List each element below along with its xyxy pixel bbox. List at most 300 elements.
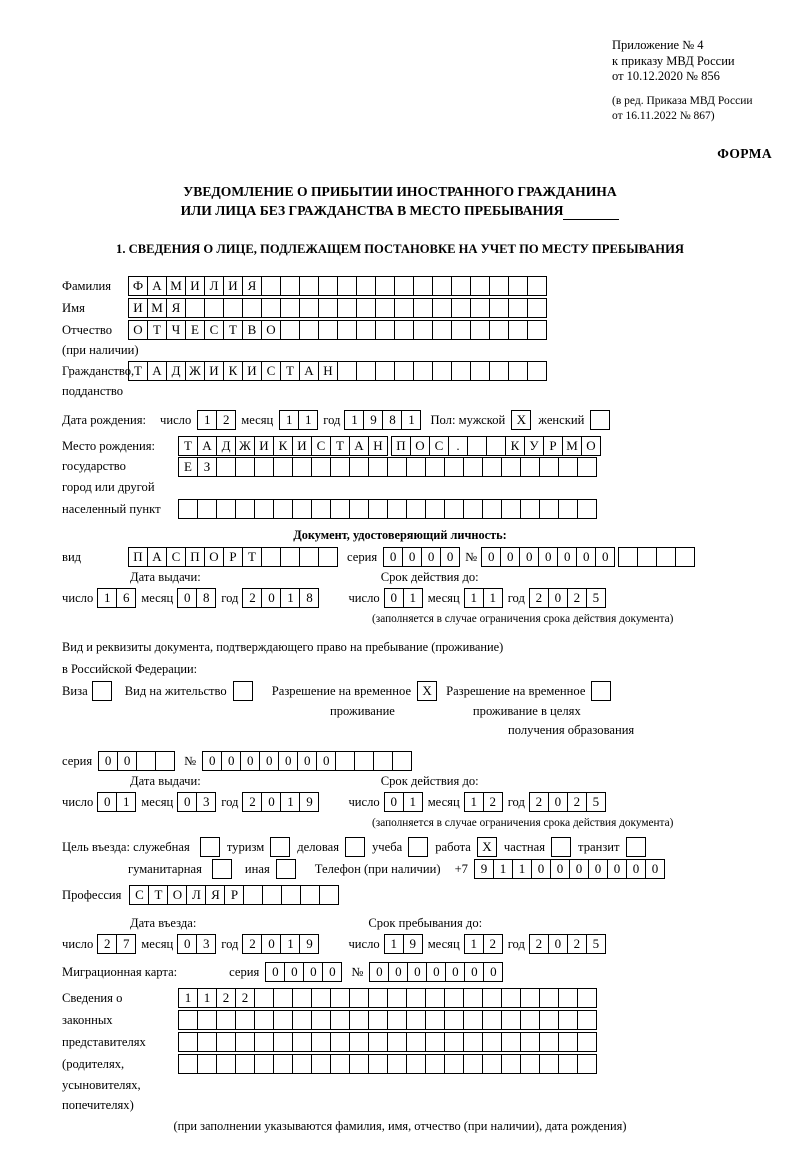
cell[interactable] xyxy=(261,276,281,296)
cell[interactable] xyxy=(178,1010,198,1030)
cell[interactable] xyxy=(656,547,676,567)
cell[interactable] xyxy=(408,837,428,857)
cell[interactable] xyxy=(406,1010,426,1030)
cell[interactable] xyxy=(501,499,521,519)
field-entry-year[interactable] xyxy=(242,934,318,954)
cell[interactable] xyxy=(463,1010,483,1030)
cell[interactable] xyxy=(618,547,638,567)
field-legal-row-3[interactable] xyxy=(178,1032,596,1052)
cell[interactable]: В xyxy=(242,320,262,340)
field-stay-issue-day[interactable] xyxy=(97,792,135,812)
cell[interactable]: М xyxy=(562,436,582,456)
field-legal-row-2[interactable] xyxy=(178,1010,596,1030)
cell[interactable]: 9 xyxy=(299,792,319,812)
checkbox-transit[interactable] xyxy=(626,837,645,857)
cell[interactable]: 2 xyxy=(529,934,549,954)
cell[interactable] xyxy=(539,1032,559,1052)
cell[interactable]: 1 xyxy=(280,792,300,812)
cell[interactable]: О xyxy=(167,885,187,905)
cell[interactable]: 0 xyxy=(607,859,627,879)
field-stay-valid-month[interactable] xyxy=(464,792,502,812)
cell[interactable]: Е xyxy=(178,457,198,477)
cell[interactable]: 1 xyxy=(493,859,513,879)
cell[interactable] xyxy=(413,276,433,296)
cell[interactable] xyxy=(394,320,414,340)
cell[interactable]: 2 xyxy=(216,988,236,1008)
cell[interactable] xyxy=(520,1010,540,1030)
cell[interactable] xyxy=(508,298,528,318)
cell[interactable]: 0 xyxy=(595,547,615,567)
cell[interactable] xyxy=(280,276,300,296)
cell[interactable]: 2 xyxy=(216,410,236,430)
cell[interactable] xyxy=(451,320,471,340)
cell[interactable]: И xyxy=(204,361,224,381)
cell[interactable]: К xyxy=(223,361,243,381)
cell[interactable] xyxy=(470,276,490,296)
cell[interactable] xyxy=(432,361,452,381)
cell[interactable]: Ч xyxy=(166,320,186,340)
cell[interactable] xyxy=(273,988,293,1008)
cell[interactable] xyxy=(444,1010,464,1030)
cell[interactable]: 0 xyxy=(645,859,665,879)
cell[interactable]: 0 xyxy=(569,859,589,879)
cell[interactable]: 0 xyxy=(445,962,465,982)
cell[interactable] xyxy=(451,276,471,296)
cell[interactable]: А xyxy=(147,276,167,296)
cell[interactable] xyxy=(577,1010,597,1030)
field-phone[interactable] xyxy=(474,859,664,879)
cell[interactable] xyxy=(375,276,395,296)
cell[interactable]: Е xyxy=(185,320,205,340)
field-doc-series[interactable] xyxy=(383,547,459,567)
field-birth-year[interactable] xyxy=(344,410,420,430)
field-stay-number[interactable] xyxy=(202,751,411,771)
cell[interactable]: Т xyxy=(330,436,350,456)
cell[interactable]: Ж xyxy=(235,436,255,456)
cell[interactable] xyxy=(406,1032,426,1052)
cell[interactable]: 0 xyxy=(221,751,241,771)
field-stay-year[interactable] xyxy=(529,934,605,954)
cell[interactable]: 0 xyxy=(557,547,577,567)
cell[interactable]: О xyxy=(261,320,281,340)
cell[interactable]: 0 xyxy=(383,547,403,567)
cell[interactable]: 1 xyxy=(298,410,318,430)
cell[interactable] xyxy=(413,320,433,340)
cell[interactable]: М xyxy=(166,276,186,296)
cell[interactable]: 2 xyxy=(567,588,587,608)
cell[interactable]: 0 xyxy=(261,792,281,812)
cell[interactable]: 0 xyxy=(369,962,389,982)
cell[interactable]: 0 xyxy=(388,962,408,982)
cell[interactable] xyxy=(501,1010,521,1030)
cell[interactable] xyxy=(520,457,540,477)
cell[interactable]: 1 xyxy=(280,588,300,608)
checkbox-visa[interactable] xyxy=(92,681,111,701)
checkbox-private[interactable] xyxy=(551,837,570,857)
cell[interactable] xyxy=(349,1054,369,1074)
cell[interactable]: О xyxy=(581,436,601,456)
cell[interactable] xyxy=(356,361,376,381)
cell[interactable] xyxy=(261,298,281,318)
cell[interactable]: М xyxy=(147,298,167,318)
cell[interactable] xyxy=(299,547,319,567)
cell[interactable] xyxy=(349,1032,369,1052)
cell[interactable] xyxy=(577,499,597,519)
cell[interactable] xyxy=(270,837,290,857)
cell[interactable]: 8 xyxy=(382,410,402,430)
cell[interactable] xyxy=(508,361,528,381)
cell[interactable] xyxy=(273,1032,293,1052)
cell[interactable] xyxy=(432,298,452,318)
cell[interactable] xyxy=(387,457,407,477)
cell[interactable]: 8 xyxy=(299,588,319,608)
cell[interactable]: 1 xyxy=(403,588,423,608)
field-stay-series[interactable] xyxy=(98,751,174,771)
cell[interactable]: С xyxy=(261,361,281,381)
field-doc-valid-year[interactable] xyxy=(529,588,605,608)
cell[interactable] xyxy=(318,298,338,318)
cell[interactable] xyxy=(235,1054,255,1074)
cell[interactable] xyxy=(212,859,232,879)
cell[interactable] xyxy=(444,499,464,519)
cell[interactable] xyxy=(243,885,263,905)
field-entry-month[interactable] xyxy=(177,934,215,954)
cell[interactable] xyxy=(178,1032,198,1052)
cell[interactable]: 1 xyxy=(464,792,484,812)
cell[interactable]: 0 xyxy=(177,588,197,608)
cell[interactable]: 1 xyxy=(384,934,404,954)
cell[interactable] xyxy=(216,1054,236,1074)
cell[interactable] xyxy=(280,320,300,340)
cell[interactable]: И xyxy=(128,298,148,318)
cell[interactable] xyxy=(311,1010,331,1030)
cell[interactable] xyxy=(368,1054,388,1074)
cell[interactable]: . xyxy=(448,436,468,456)
cell[interactable] xyxy=(280,298,300,318)
cell[interactable] xyxy=(394,361,414,381)
cell[interactable] xyxy=(356,298,376,318)
cell[interactable] xyxy=(463,499,483,519)
cell[interactable] xyxy=(233,681,253,701)
checkbox-business[interactable] xyxy=(345,837,364,857)
cell[interactable]: 0 xyxy=(421,547,441,567)
field-birth-state[interactable] xyxy=(178,436,387,456)
cell[interactable] xyxy=(451,361,471,381)
cell[interactable] xyxy=(539,988,559,1008)
cell[interactable] xyxy=(387,499,407,519)
cell[interactable]: 3 xyxy=(196,934,216,954)
cell[interactable] xyxy=(482,1054,502,1074)
cell[interactable]: 0 xyxy=(464,962,484,982)
cell[interactable]: 2 xyxy=(567,792,587,812)
cell[interactable]: 0 xyxy=(426,962,446,982)
cell[interactable] xyxy=(300,885,320,905)
cell[interactable]: Я xyxy=(166,298,186,318)
cell[interactable] xyxy=(242,298,262,318)
cell[interactable] xyxy=(558,457,578,477)
cell[interactable] xyxy=(197,1010,217,1030)
cell[interactable] xyxy=(318,547,338,567)
cell[interactable] xyxy=(276,859,296,879)
cell[interactable]: Р xyxy=(543,436,563,456)
cell[interactable]: 9 xyxy=(474,859,494,879)
cell[interactable] xyxy=(463,1054,483,1074)
cell[interactable] xyxy=(375,361,395,381)
field-legal-row-1[interactable] xyxy=(178,988,596,1008)
cell[interactable] xyxy=(273,499,293,519)
cell[interactable] xyxy=(482,1010,502,1030)
checkbox-residence[interactable] xyxy=(233,681,252,701)
cell[interactable] xyxy=(482,499,502,519)
field-doc-number[interactable] xyxy=(481,547,614,567)
cell[interactable]: Н xyxy=(318,361,338,381)
cell[interactable]: О xyxy=(204,547,224,567)
cell[interactable] xyxy=(489,298,509,318)
cell[interactable] xyxy=(406,499,426,519)
field-mig-number[interactable] xyxy=(369,962,502,982)
cell[interactable]: 0 xyxy=(98,751,118,771)
checkbox-humanitarian[interactable] xyxy=(212,859,231,879)
cell[interactable]: 0 xyxy=(588,859,608,879)
cell[interactable] xyxy=(482,988,502,1008)
cell[interactable]: Т xyxy=(178,436,198,456)
cell[interactable] xyxy=(254,988,274,1008)
cell[interactable]: Т xyxy=(242,547,262,567)
cell[interactable] xyxy=(520,988,540,1008)
cell[interactable] xyxy=(235,1032,255,1052)
field-doc-valid-day[interactable] xyxy=(384,588,422,608)
cell[interactable]: 2 xyxy=(529,588,549,608)
field-citizenship[interactable] xyxy=(128,361,546,381)
cell[interactable]: А xyxy=(299,361,319,381)
cell[interactable]: 2 xyxy=(242,588,262,608)
cell[interactable]: 0 xyxy=(483,962,503,982)
cell[interactable] xyxy=(318,320,338,340)
cell[interactable]: 2 xyxy=(483,934,503,954)
cell[interactable]: И xyxy=(292,436,312,456)
cell[interactable] xyxy=(299,298,319,318)
cell[interactable] xyxy=(425,457,445,477)
cell[interactable]: 0 xyxy=(284,962,304,982)
cell[interactable]: 0 xyxy=(481,547,501,567)
cell[interactable] xyxy=(591,681,611,701)
cell[interactable]: Д xyxy=(216,436,236,456)
cell[interactable] xyxy=(482,457,502,477)
cell[interactable]: О xyxy=(410,436,430,456)
cell[interactable]: Я xyxy=(205,885,225,905)
cell[interactable] xyxy=(292,457,312,477)
cell[interactable]: 9 xyxy=(299,934,319,954)
field-birth-city-row-1[interactable] xyxy=(391,436,600,456)
cell[interactable]: Р xyxy=(223,547,243,567)
cell[interactable]: Т xyxy=(148,885,168,905)
cell[interactable] xyxy=(235,457,255,477)
field-stay-valid-day[interactable] xyxy=(384,792,422,812)
field-surname[interactable] xyxy=(128,276,546,296)
cell[interactable] xyxy=(356,276,376,296)
cell[interactable] xyxy=(335,751,355,771)
cell[interactable] xyxy=(292,988,312,1008)
cell[interactable] xyxy=(349,499,369,519)
cell[interactable]: К xyxy=(273,436,293,456)
cell[interactable] xyxy=(349,1010,369,1030)
field-mig-series[interactable] xyxy=(265,962,341,982)
cell[interactable] xyxy=(197,499,217,519)
cell[interactable]: 2 xyxy=(567,934,587,954)
cell[interactable]: С xyxy=(429,436,449,456)
cell[interactable]: С xyxy=(166,547,186,567)
cell[interactable] xyxy=(470,320,490,340)
cell[interactable]: 0 xyxy=(303,962,323,982)
cell[interactable] xyxy=(470,298,490,318)
cell[interactable]: И xyxy=(242,361,262,381)
cell[interactable] xyxy=(626,837,646,857)
cell[interactable] xyxy=(330,988,350,1008)
cell[interactable] xyxy=(558,1054,578,1074)
cell[interactable] xyxy=(345,837,365,857)
field-doc-issue-year[interactable] xyxy=(242,588,318,608)
cell[interactable] xyxy=(311,1054,331,1074)
cell[interactable]: 2 xyxy=(242,934,262,954)
cell[interactable]: Р xyxy=(224,885,244,905)
cell[interactable] xyxy=(299,276,319,296)
cell[interactable]: 2 xyxy=(529,792,549,812)
cell[interactable] xyxy=(311,499,331,519)
cell[interactable]: Я xyxy=(242,276,262,296)
field-stay-issue-year[interactable] xyxy=(242,792,318,812)
cell[interactable] xyxy=(223,298,243,318)
cell[interactable] xyxy=(197,1032,217,1052)
cell[interactable] xyxy=(527,276,547,296)
cell[interactable]: А xyxy=(349,436,369,456)
cell[interactable]: 0 xyxy=(316,751,336,771)
cell[interactable] xyxy=(432,320,452,340)
cell[interactable] xyxy=(489,361,509,381)
cell[interactable]: 2 xyxy=(483,792,503,812)
cell[interactable]: 2 xyxy=(97,934,117,954)
cell[interactable] xyxy=(261,547,281,567)
cell[interactable]: П xyxy=(128,547,148,567)
cell[interactable] xyxy=(413,298,433,318)
cell[interactable] xyxy=(539,457,559,477)
cell[interactable]: Л xyxy=(186,885,206,905)
cell[interactable]: П xyxy=(185,547,205,567)
cell[interactable] xyxy=(558,1032,578,1052)
cell[interactable] xyxy=(204,298,224,318)
field-birth-city-row-3[interactable] xyxy=(178,499,596,519)
cell[interactable]: 1 xyxy=(344,410,364,430)
cell[interactable]: А xyxy=(147,361,167,381)
cell[interactable] xyxy=(432,276,452,296)
cell[interactable] xyxy=(292,1054,312,1074)
cell[interactable] xyxy=(590,410,610,430)
cell[interactable]: А xyxy=(197,436,217,456)
cell[interactable] xyxy=(330,1032,350,1052)
cell[interactable]: 2 xyxy=(235,988,255,1008)
cell[interactable] xyxy=(292,499,312,519)
cell[interactable] xyxy=(337,298,357,318)
field-patronymic[interactable] xyxy=(128,320,546,340)
cell[interactable]: 1 xyxy=(401,410,421,430)
cell[interactable] xyxy=(373,751,393,771)
cell[interactable]: 5 xyxy=(586,934,606,954)
cell[interactable]: X xyxy=(417,681,437,701)
cell[interactable]: 0 xyxy=(384,792,404,812)
cell[interactable] xyxy=(501,1032,521,1052)
cell[interactable] xyxy=(489,276,509,296)
cell[interactable]: 1 xyxy=(512,859,532,879)
cell[interactable]: 0 xyxy=(265,962,285,982)
cell[interactable]: 1 xyxy=(279,410,299,430)
checkbox-tourism[interactable] xyxy=(270,837,289,857)
cell[interactable] xyxy=(482,1032,502,1052)
cell[interactable] xyxy=(387,1032,407,1052)
cell[interactable]: Ж xyxy=(185,361,205,381)
cell[interactable]: 0 xyxy=(407,962,427,982)
cell[interactable] xyxy=(444,988,464,1008)
cell[interactable]: 6 xyxy=(116,588,136,608)
cell[interactable] xyxy=(463,457,483,477)
field-legal-row-4[interactable] xyxy=(178,1054,596,1074)
cell[interactable]: 0 xyxy=(626,859,646,879)
field-doc-issue-day[interactable] xyxy=(97,588,135,608)
cell[interactable]: К xyxy=(505,436,525,456)
checkbox-other[interactable] xyxy=(276,859,295,879)
cell[interactable]: С xyxy=(204,320,224,340)
cell[interactable] xyxy=(178,499,198,519)
cell[interactable]: 8 xyxy=(196,588,216,608)
field-name[interactable] xyxy=(128,298,546,318)
cell[interactable] xyxy=(394,276,414,296)
cell[interactable]: 0 xyxy=(402,547,422,567)
cell[interactable] xyxy=(273,1010,293,1030)
cell[interactable]: Д xyxy=(166,361,186,381)
cell[interactable] xyxy=(527,298,547,318)
cell[interactable]: 1 xyxy=(464,588,484,608)
cell[interactable] xyxy=(368,457,388,477)
cell[interactable]: 0 xyxy=(531,859,551,879)
cell[interactable]: 1 xyxy=(280,934,300,954)
cell[interactable] xyxy=(406,457,426,477)
cell[interactable] xyxy=(280,547,300,567)
checkbox-purpose-official[interactable] xyxy=(200,837,219,857)
cell[interactable] xyxy=(394,298,414,318)
cell[interactable]: Ф xyxy=(128,276,148,296)
field-birth-month[interactable] xyxy=(279,410,317,430)
cell[interactable] xyxy=(311,457,331,477)
cell[interactable]: 1 xyxy=(97,588,117,608)
cell[interactable]: 0 xyxy=(117,751,137,771)
cell[interactable]: 5 xyxy=(586,588,606,608)
cell[interactable] xyxy=(200,837,220,857)
cell[interactable] xyxy=(216,457,236,477)
cell[interactable]: 1 xyxy=(403,792,423,812)
cell[interactable] xyxy=(425,1054,445,1074)
cell[interactable] xyxy=(92,681,112,701)
cell[interactable] xyxy=(273,457,293,477)
cell[interactable] xyxy=(281,885,301,905)
cell[interactable] xyxy=(675,547,695,567)
cell[interactable]: П xyxy=(391,436,411,456)
cell[interactable] xyxy=(486,436,506,456)
cell[interactable] xyxy=(292,1032,312,1052)
cell[interactable] xyxy=(489,320,509,340)
field-doc-number-extra[interactable] xyxy=(618,547,694,567)
cell[interactable]: 7 xyxy=(116,934,136,954)
cell[interactable] xyxy=(425,499,445,519)
checkbox-male[interactable] xyxy=(511,410,530,430)
cell[interactable] xyxy=(349,988,369,1008)
